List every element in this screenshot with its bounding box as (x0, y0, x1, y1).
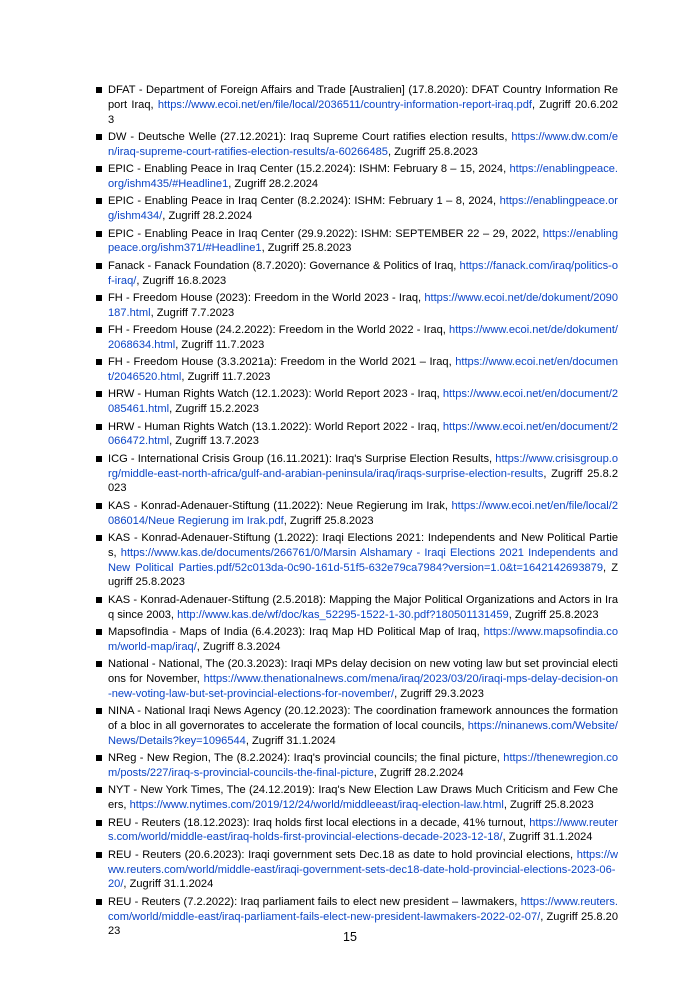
square-bullet-icon (96, 295, 102, 301)
square-bullet-icon (96, 597, 102, 603)
reference-item (96, 83, 618, 127)
reference-item (96, 625, 618, 655)
reference-link[interactable]: http://www.kas.de/wf/doc/kas_52295-1522-1-30.pdf?180501131459 (177, 608, 509, 621)
reference-access-date: , Zugriff 11.7.2023 (181, 371, 271, 384)
reference-text: FH - Freedom House (3.3.2021a): Freedom in the World 2021 – Iraq, (108, 356, 456, 369)
reference-item (96, 848, 618, 892)
reference-text: NReg - New Region, The (8.2.2024): Iraq's provincial councils; the final picture, (108, 752, 504, 765)
reference-link[interactable]: https://www.ecoi.net/en/document/2066472.html (108, 420, 618, 448)
reference-text: KAS - Konrad-Adenauer-Stiftung (11.2022): Neue Regierung im Irak, (108, 499, 452, 512)
reference-access-date: , Zugriff 29.3.2023 (394, 687, 484, 700)
reference-link[interactable]: https://thenewregion.com/posts/227/iraq-s-provincial-councils-the-final-picture (108, 752, 618, 779)
square-bullet-icon (96, 391, 102, 397)
reference-link[interactable]: https://www.reuters.com/world/middle-east/iraq-parliament-fails-elect-new-president-lawmakers-2022-02-07/ (108, 895, 618, 923)
reference-link[interactable]: https://www.nytimes.com/2019/12/24/world/middleeast/iraq-election-law.html (129, 799, 504, 812)
reference-item (96, 259, 618, 289)
reference-link[interactable]: https://enablingpeace.org/ishm434/ (108, 195, 618, 223)
reference-link[interactable]: https://www.ecoi.net/de/dokument/2068634.html (108, 324, 618, 351)
square-bullet-icon (96, 327, 102, 333)
reference-text: National - National, The (20.3.2023): Iraqi MPs delay decision on new voting law but set provincial elections for November, (108, 658, 618, 685)
reference-access-date: , Zugriff 31.1.2024 (245, 734, 336, 747)
reference-access-date: , Zugriff 28.2.2024 (162, 210, 253, 223)
reference-text: HRW - Human Rights Watch (13.1.2022): World Report 2022 - Iraq, (108, 420, 443, 433)
reference-link[interactable]: https://www.ecoi.net/de/dokument/2090187.html (108, 291, 618, 319)
reference-access-date: , Zugriff 25.8.2023 (508, 608, 599, 621)
reference-item (96, 194, 618, 224)
square-bullet-icon (96, 503, 102, 509)
reference-item (96, 323, 618, 353)
reference-link[interactable]: https://www.ecoi.net/en/file/local/2036511/country-information-report-iraq.pdf (157, 98, 532, 111)
reference-access-date: , Zugriff 13.7.2023 (169, 435, 259, 448)
reference-item (96, 704, 618, 748)
square-bullet-icon (96, 166, 102, 172)
reference-item (96, 452, 618, 496)
reference-link[interactable]: https://www.reuters.com/world/middle-east/iraqi-government-sets-dec18-date-hold-provincial-elections-2023-06-20/ (108, 848, 618, 891)
reference-item (96, 783, 618, 813)
reference-link[interactable]: https://www.ecoi.net/en/document/2046520.html (108, 356, 618, 384)
reference-text: DW - Deutsche Welle (27.12.2021): Iraq Supreme Court ratifies election results, (108, 130, 512, 143)
square-bullet-icon (96, 535, 102, 541)
reference-link[interactable]: https://ninanews.com/Website/News/Details?key=1096544 (108, 719, 618, 747)
reference-item (96, 420, 618, 450)
reference-link[interactable]: https://www.ecoi.net/en/file/local/2086014/Neue Regierung im Irak.pdf (108, 499, 618, 527)
reference-item (96, 816, 618, 846)
reference-link[interactable]: https://www.ecoi.net/en/document/2085461.html (108, 388, 618, 416)
reference-link[interactable]: https://enablingpeace.org/ishm435/#Headline1 (108, 163, 618, 190)
reference-text: KAS - Konrad-Adenauer-Stiftung (2.5.2018): Mapping the Major Political Organizations and Actors in Iraq since 2003, (108, 593, 618, 621)
reference-access-date: , Zugriff 31.1.2024 (502, 831, 593, 844)
square-bullet-icon (96, 820, 102, 826)
square-bullet-icon (96, 359, 102, 365)
reference-text: NINA - National Iraqi News Agency (20.12.2023): The coordination framework announces the formation of a bloc in all governorates to accelerate the formation of local councils, (108, 705, 618, 732)
square-bullet-icon (96, 134, 102, 140)
reference-list (96, 83, 618, 942)
reference-access-date: , Zugriff 28.2.2024 (373, 766, 464, 779)
reference-access-date: , Zugriff 25.8.2023 (108, 561, 618, 589)
square-bullet-icon (96, 708, 102, 714)
reference-item (96, 291, 618, 321)
reference-item (96, 130, 618, 160)
reference-access-date: , Zugriff 31.1.2024 (123, 878, 214, 891)
reference-item (96, 227, 618, 257)
reference-access-date: , Zugriff 16.8.2023 (136, 274, 227, 287)
reference-link[interactable]: https://www.dw.com/en/iraq-supreme-court-ratifies-election-results/a-60266485 (108, 130, 618, 158)
reference-text: FH - Freedom House (2023): Freedom in the World 2023 - Iraq, (108, 291, 425, 304)
reference-access-date: , Zugriff 7.7.2023 (150, 306, 235, 319)
reference-text: REU - Reuters (7.2.2022): Iraq parliament fails to elect new president – lawmakers, (108, 895, 521, 908)
reference-text: EPIC - Enabling Peace in Iraq Center (15.2.2024): ISHM: February 8 – 15, 2024, (108, 163, 510, 176)
square-bullet-icon (96, 629, 102, 635)
reference-item (96, 162, 618, 192)
square-bullet-icon (96, 456, 102, 462)
reference-link[interactable]: https://www.mapsofindia.com/world-map/iraq/ (108, 626, 618, 653)
reference-access-date: , Zugriff 8.3.2024 (196, 640, 281, 653)
reference-text: ICG - International Crisis Group (16.11.2021): Iraq's Surprise Election Results, (108, 452, 496, 465)
reference-link[interactable]: https://www.reuters.com/world/middle-east/iraq-holds-first-provincial-elections-decade-2023-12-18/ (108, 816, 618, 844)
square-bullet-icon (96, 231, 102, 237)
reference-item (96, 387, 618, 417)
reference-text: FH - Freedom House (24.2.2022): Freedom in the World 2022 - Iraq, (108, 324, 450, 337)
reference-text: EPIC - Enabling Peace in Iraq Center (29.9.2022): ISHM: SEPTEMBER 22 – 29, 2022, (108, 227, 543, 240)
reference-access-date: , Zugriff 25.8.2023 (283, 514, 374, 527)
reference-item (96, 657, 618, 701)
reference-item (96, 593, 618, 623)
square-bullet-icon (96, 424, 102, 430)
reference-text: REU - Reuters (18.12.2023): Iraq holds first local elections in a decade, 41% turnout, (108, 816, 530, 829)
square-bullet-icon (96, 263, 102, 269)
square-bullet-icon (96, 852, 102, 858)
reference-text: DFAT - Department of Foreign Affairs and Trade [Australien] (17.8.2020): DFAT Country Information Report Iraq, (108, 84, 618, 111)
square-bullet-icon (96, 198, 102, 204)
reference-text: REU - Reuters (20.6.2023): Iraqi government sets Dec.18 as date to hold provincial elections, (108, 848, 577, 861)
reference-link[interactable]: https://enablingpeace.org/ishm371/#Headline1 (108, 227, 618, 255)
reference-item (96, 499, 618, 529)
reference-access-date: , Zugriff 25.8.2023 (261, 242, 352, 255)
reference-access-date: , Zugriff 25.8.2023 (108, 467, 618, 495)
reference-link[interactable]: https://www.thenationalnews.com/mena/iraq/2023/03/20/iraqi-mps-delay-decision-on-new-voting-law-but-set-provincial-elections-for-november/ (108, 672, 618, 700)
reference-text: EPIC - Enabling Peace in Iraq Center (8.2.2024): ISHM: February 1 – 8, 2024, (108, 195, 500, 208)
reference-item (96, 531, 618, 590)
reference-access-date: , Zugriff 20.6.2023 (108, 98, 618, 126)
square-bullet-icon (96, 87, 102, 93)
reference-item (96, 751, 618, 781)
reference-item (96, 355, 618, 385)
reference-access-date: , Zugriff 25.8.2023 (503, 799, 594, 812)
reference-text: NYT - New York Times, The (24.12.2019): Iraq's New Election Law Draws Much Criticism and Few Cheers, (108, 784, 618, 812)
reference-access-date: , Zugriff 25.8.2023 (108, 910, 618, 938)
reference-access-date: , Zugriff 28.2.2024 (228, 177, 319, 190)
page-number: 15 (343, 930, 357, 944)
reference-text: HRW - Human Rights Watch (12.1.2023): World Report 2023 - Iraq, (108, 388, 443, 401)
reference-access-date: , Zugriff 11.7.2023 (175, 338, 265, 351)
reference-access-date: , Zugriff 25.8.2023 (387, 145, 478, 158)
reference-text: KAS - Konrad-Adenauer-Stiftung (1.2022): Iraqi Elections 2021: Independents and New Political Parties, (108, 532, 618, 559)
square-bullet-icon (96, 787, 102, 793)
reference-link[interactable]: https://fanack.com/iraq/politics-of-iraq/ (108, 259, 618, 287)
reference-access-date: , Zugriff 15.2.2023 (169, 403, 259, 416)
reference-link[interactable]: https://www.crisisgroup.org/middle-east-north-africa/gulf-and-arabian-peninsula/iraq/iraqs-surprise-election-results (108, 452, 618, 480)
reference-text: Fanack - Fanack Foundation (8.7.2020): Governance & Politics of Iraq, (108, 259, 460, 272)
square-bullet-icon (96, 899, 102, 905)
reference-text: MapsofIndia - Maps of India (6.4.2023): Iraq Map HD Political Map of Iraq, (108, 626, 484, 638)
reference-link[interactable]: https://www.kas.de/documents/266761/0/Marsin Alshamary - Iraqi Elections 2021 Independents and New Political Parties.pdf/52c013da-0c90-161d-51f5-632e79ca7984?version=1.0&t=1642142693879 (108, 546, 618, 574)
square-bullet-icon (96, 661, 102, 667)
square-bullet-icon (96, 755, 102, 761)
